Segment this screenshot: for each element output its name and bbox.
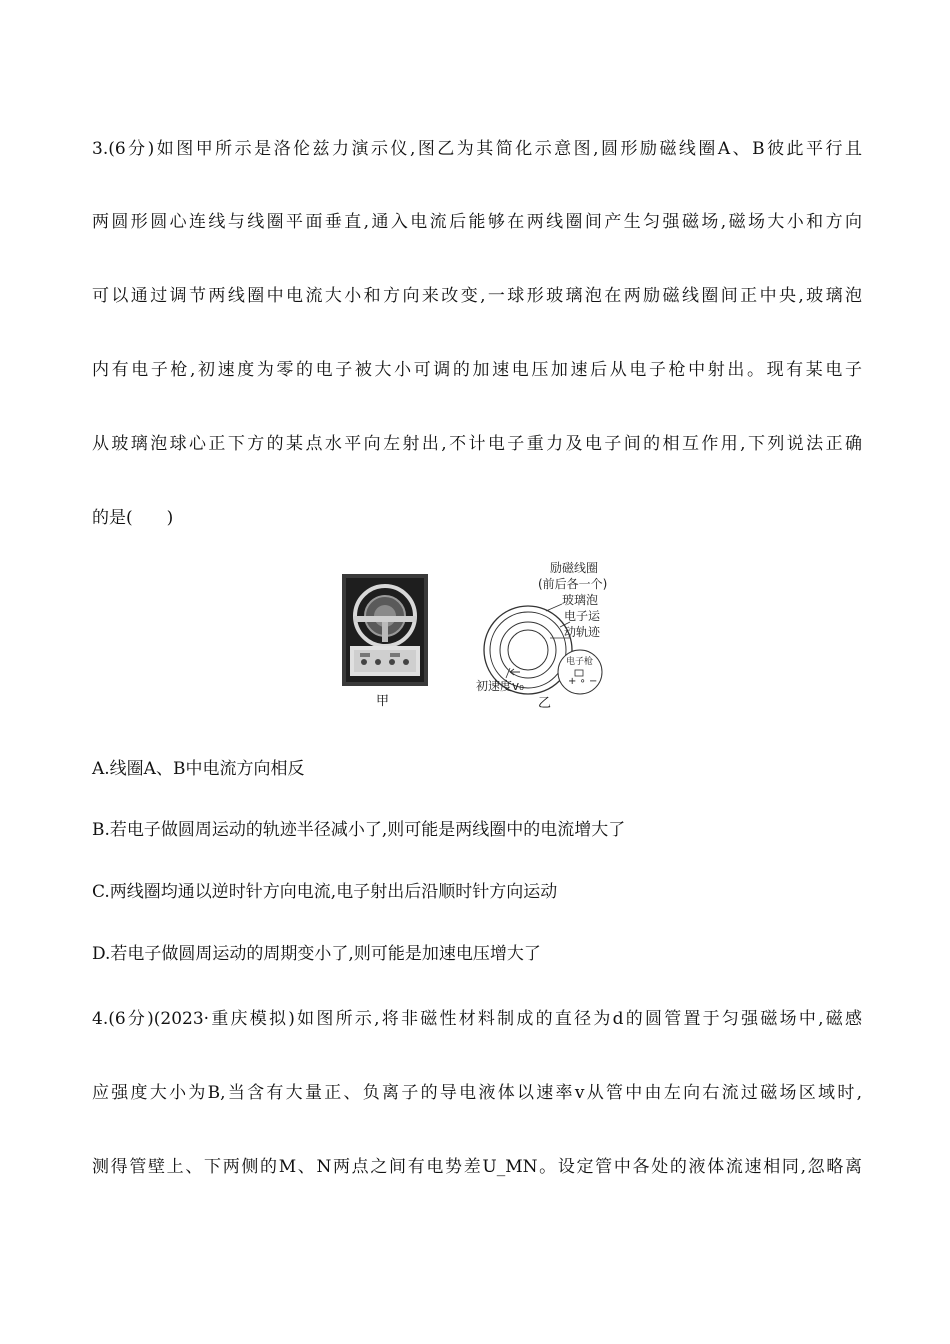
option-b: B.若电子做圆周运动的轨迹半径减小了,则可能是两线圈中的电流增大了 [92, 820, 626, 840]
q4-line-2: 应强度大小为B,当含有大量正、负离子的导电液体以速率v从管中由左向右流过磁场区域时, [92, 1083, 862, 1103]
q4-line-1: 4.(6分)(2023·重庆模拟)如图所示,将非磁性材料制成的直径为d的圆管置于匀强磁场中,磁感 [92, 1009, 862, 1029]
q3-line-4: 内有电子枪,初速度为零的电子被大小可调的加速电压加速后从电子枪中射出。现有某电子 [92, 360, 862, 380]
label-v0: 初速度v₀ [476, 679, 524, 693]
figure-caption-left: 甲 [376, 694, 390, 709]
option-c: C.两线圈均通以逆时针方向电流,电子射出后沿顺时针方向运动 [92, 882, 558, 902]
label-coil: 励磁线圈 [550, 561, 599, 575]
q4-line-3: 测得管壁上、下两侧的M、N两点之间有电势差U_MN。设定管中各处的液体流速相同,忽略离 [92, 1157, 862, 1177]
figure-caption-right: 乙 [538, 696, 552, 711]
q3-line-6: 的是( ) [92, 508, 174, 528]
q3-line-1: 3.(6分)如图甲所示是洛伦兹力演示仪,图乙为其简化示意图,圆形励磁线圈A、B彼此平行且 [92, 139, 862, 159]
q3-line-3: 可以通过调节两线圈中电流大小和方向来改变,一球形玻璃泡在两励磁线圈间正中央,玻璃泡 [92, 286, 862, 306]
q3-line-5: 从玻璃泡球心正下方的某点水平向左射出,不计电子重力及电子间的相互作用,下列说法正确 [92, 434, 862, 454]
label-gun: 电子枪 [566, 657, 594, 667]
label-signs: + ∘ − [568, 676, 598, 687]
label-track-2: 动轨迹 [564, 625, 601, 639]
option-d: D.若电子做圆周运动的周期变小了,则可能是加速电压增大了 [92, 944, 541, 964]
q3-line-2: 两圆形圆心连线与线圈平面垂直,通入电流后能够在两线圈间产生匀强磁场,磁场大小和方向 [92, 212, 862, 232]
label-coil-note: (前后各一个) [538, 577, 608, 591]
q3-figure [340, 561, 630, 714]
lorentz-demonstrator-photo [342, 574, 428, 686]
label-track-1: 电子运 [564, 609, 601, 623]
label-bulb: 玻璃泡 [562, 593, 599, 607]
option-a: A.线圈A、B中电流方向相反 [92, 759, 305, 779]
